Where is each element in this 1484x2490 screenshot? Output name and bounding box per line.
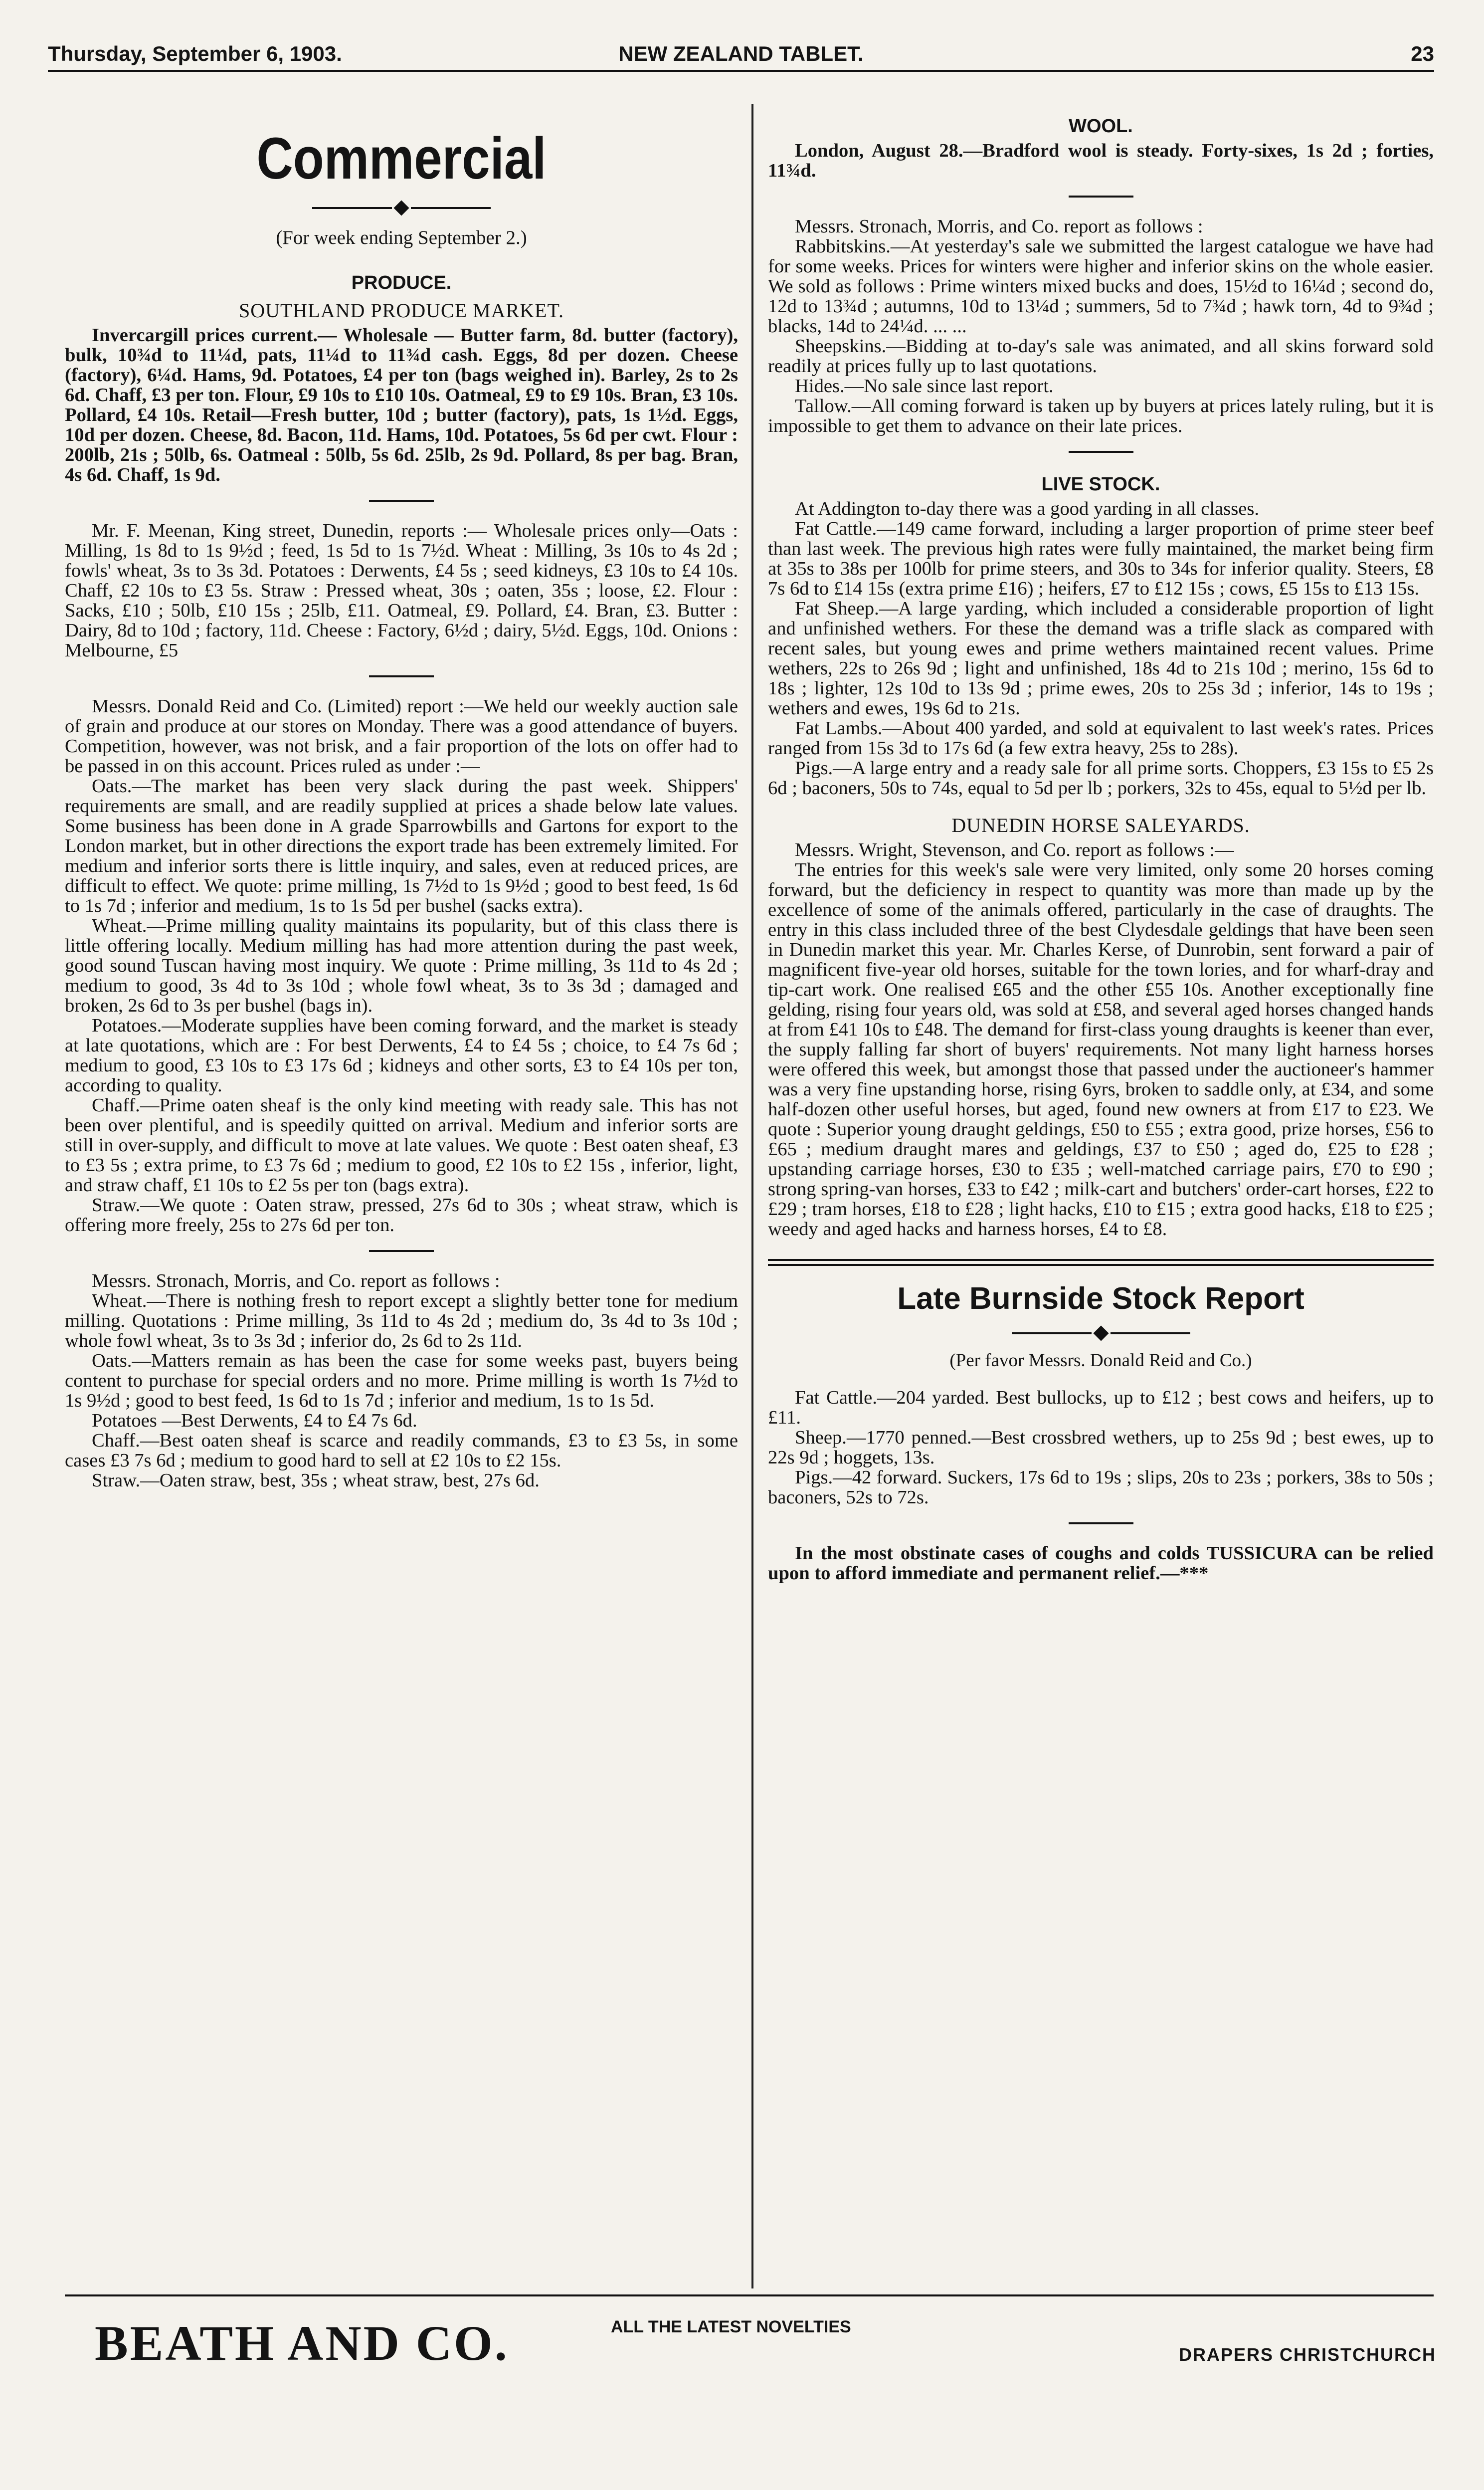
rule-line bbox=[768, 1264, 1434, 1266]
burnside-sheep: Sheep.—1770 penned.—Best crossbred wethers, up to 25s 9d ; best ewes, up to 22s 9d ; hoggets, 13s. bbox=[768, 1427, 1434, 1468]
produce-heading: PRODUCE. bbox=[351, 272, 452, 293]
burnside-ornament bbox=[768, 1328, 1434, 1339]
rabbitskins-report: Rabbitskins.—At yesterday's sale we submitted the largest catalogue we have had for some weeks. Prices for winters were higher and inferior skins on the whole easier. We sold as follows : Prime winters mixed bucks and does, 15½d to 16¼d ; second do, 12d to 13¾d ; autumns, 10d to 13¼d ; summers, 5d to 7¾d ; hawk torn, 4d to 9¾d ; blacks, 14d to 24¼d. ... ... bbox=[768, 236, 1434, 337]
advert-tagline: ALL THE LATEST NOVELTIES bbox=[611, 2317, 851, 2336]
divider bbox=[1069, 451, 1133, 453]
right-column bbox=[768, 104, 1434, 2288]
stronach-wheat: Wheat.—There is nothing fresh to report except a slightly better tone for medium milling. Quotations : Prime milling, 3s 11d to 4s 2d ; medium do, 3s 4d to 3s 10d ; whole fowl wheat, 3s to 3s 3d ; inferior do, 2s 6d to 2s 11d. bbox=[65, 1290, 738, 1351]
fat-sheep-report: Fat Sheep.—A large yarding, which included a considerable proportion of light and unfinished wethers. For these the demand was a trifle slack as compared with recent sales, but young ewes and prime wethers maintained recent values. Prime wethers, 22s to 26s 9d ; light and unfinished, 18s 4d to 21s 10d ; merino, 15s 6d to 18s ; lighter, 12s 10d to 13s 9d ; prime ewes, 20s to 25s 3d ; inferior, 14s to 19s ; wethers and ewes, 19s 6d to 21s. bbox=[768, 598, 1434, 719]
stronach-chaff: Chaff.—Best oaten sheaf is scarce and readily commands, £3 to £3 5s, in some cases £3 7s 6d ; medium to good hard to sell at £2 10s to £2 15s. bbox=[65, 1430, 738, 1471]
divider bbox=[369, 1250, 434, 1252]
southland-heading: SOUTHLAND PRODUCE MARKET. bbox=[238, 299, 564, 322]
hides-report: Hides.—No sale since last report. bbox=[795, 376, 1054, 397]
fat-lambs-report: Fat Lambs.—About 400 yarded, and sold at equivalent to last week's rates. Prices ranged from 15s 3d to 17s 6d (a few extra heavy, 25s to 28s). bbox=[768, 718, 1434, 759]
section-title: Commercial bbox=[256, 126, 547, 192]
reid-intro: Messrs. Donald Reid and Co. (Limited) report :—We held our weekly auction sale of grain and produce at our stores on Monday. There was a good attendance of buyers. Competition, however, was not brisk, and a fair proportion of the lots on offer had to be passed in on this account. Prices ruled as under :— bbox=[65, 696, 738, 777]
footer-advertisement bbox=[95, 2309, 1436, 2384]
stronach-oats: Oats.—Matters remain as has been the case for some weeks past, buyers being content to purchase for special orders and no more. Prime milling is worth 1s 7½d to 1s 9½d ; good to best feed, 1s 6d to 1s 7d ; inferior and medium, 1s to 1s 5d. bbox=[65, 1350, 738, 1411]
horse-report: The entries for this week's sale were very limited, only some 20 horses coming forward, but the deficiency in respect to quantity was more than made up by the excellence of some of the animals offered, particularly in the case of draughts. The entry in this class included three of the best Clydesdale geldings that have been seen in Dunedin market this year. Mr. Charles Kerse, of Dunrobin, sent forward a pair of magnificent five-year old horses, suitable for the town lories, and for wharf-dray and tip-cart work. One realised £65 and the other £55 10s. Another exceptionally fine gelding, rising four years old, was sold at £58, and several aged horses changed hands at from £41 10s to £48. The demand for first-class young draughts is keener than ever, the supply falling far short of buyers' requirements. Not many light harness horses were offered this week, but amongst those that passed under the auctioneer's hammer was a very fine upstanding horse, rising 6yrs, broken to saddle only, at £34, and some half-dozen other useful horses, but aged, found new owners at from £17 to £23. We quote : Superior young draught geldings, £50 to £55 ; extra good, prize horses, £56 to £65 ; medium draught mares and geldings, £37 to £50 ; aged do, £25 to £28 ; upstanding carriage horses, £30 to £35 ; well-matched carriage pairs, £70 to £90 ; strong spring-van horses, £33 to £42 ; milk-cart and butchers' order-cart horses, £22 to £29 ; tram horses, £18 to £28 ; light hacks, £10 to £15 ; extra good hacks, £18 to £25 ; weedy and aged hacks and harness horses, £4 to £8. bbox=[768, 859, 1434, 1240]
divider bbox=[369, 675, 434, 677]
divider bbox=[1069, 196, 1133, 198]
stronach-intro: Messrs. Stronach, Morris, and Co. report as follows : bbox=[92, 1270, 500, 1291]
rule-line bbox=[768, 1259, 1434, 1261]
fat-cattle-report: Fat Cattle.—149 came forward, including a larger proportion of prime steer beef than last week. The previous high rates were fully maintained, the market being firm at 35s to 38s per 100lb for prime steers, and 30s to 34s for inferior quality. Steers, £8 7s 6d to £14 15s (extra prime £16) ; heifers, £7 to £12 15s ; cows, £5 15s to £13 15s. bbox=[768, 518, 1434, 599]
diamond-icon bbox=[1093, 1325, 1109, 1341]
reid-potatoes: Potatoes.—Moderate supplies have been coming forward, and the market is steady at late quotations, which are : For best Derwents, £4 to £4 5s ; choice, to £4 7s 6d ; medium to good, £3 10s to £3 17s 6d ; kidneys and other sorts, £3 to £4 10s per ton, according to quality. bbox=[65, 1015, 738, 1096]
divider bbox=[1069, 1522, 1133, 1524]
diamond-icon bbox=[393, 200, 409, 215]
title-ornament bbox=[65, 203, 738, 213]
tussicura-notice: In the most obstinate cases of coughs and colds TUSSICURA can be relied upon to afford immediate and permanent relief.—*** bbox=[768, 1543, 1434, 1584]
reid-wheat: Wheat.—Prime milling quality maintains its popularity, but of this class there is little offering locally. Medium milling has had more attention during the past week, good sound Tuscan having most inquiry. We quote : Prime milling, 3s 11d to 4s 2d ; medium to good, 3s 4d to 3s 10d ; whole fowl wheat, 3s to 3s 3d ; damaged and broken, 2s 6d to 3s per bushel (bags in). bbox=[65, 915, 738, 1016]
burnside-subtitle: (Per favor Messrs. Donald Reid and Co.) bbox=[949, 1350, 1252, 1371]
publication-name: NEW ZEALAND TABLET. bbox=[618, 42, 864, 65]
tallow-report: Tallow.—All coming forward is taken up by buyers at prices lately ruling, but it is impossible to get them to advance on their late prices. bbox=[768, 396, 1434, 436]
sheepskins-report: Sheepskins.—Bidding at to-day's sale was animated, and all skins forward sold readily at prices fully up to last quotations. bbox=[768, 336, 1434, 377]
ornament-line bbox=[312, 207, 392, 209]
southland-report: Invercargill prices current.— Wholesale — Butter farm, 8d. butter (factory), bulk, 10¾d to 11¼d, pats, 11¼d to 11¾d cash. Eggs, 8d per dozen. Cheese (factory), 6¼d. Hams, 9d. Potatoes, £4 per ton (bags weighed in). Barley, 2s to 2s 6d. Chaff, £3 per ton. Flour, £9 10s to £10 10s. Oatmeal, £9 to £9 10s. Bran, £3 10s. Pollard, £4 10s. Retail—Fresh butter, 10d ; butter (factory), pats, 1s 1½d. Eggs, 10d per dozen. Cheese, 8d. Bacon, 11d. Hams, 10d. Potatoes, 5s 6d per cwt. Flour : 200lb, 21s ; 50lb, 6s. Oatmeal : 50lb, 5s 6d. 25lb, 2s 9d. Pollard, 8s per bag. Bran, 4s 6d. Chaff, 1s 9d. bbox=[65, 325, 738, 485]
double-rule bbox=[768, 1259, 1434, 1266]
pigs-report: Pigs.—A large entry and a ready sale for all prime sorts. Choppers, £3 15s to £5 2s 6d ; baconers, 50s to 74s, equal to 5d per lb ; porkers, 32s to 45s, equal to 5½d per lb. bbox=[768, 758, 1434, 799]
page-number: 23 bbox=[1411, 42, 1434, 65]
horse-saleyards-heading: DUNEDIN HORSE SALEYARDS. bbox=[951, 814, 1250, 836]
reid-chaff: Chaff.—Prime oaten sheaf is the only kind meeting with ready sale. This has not been over plentiful, and is speedily quitted on arrival. Medium and inferior sorts are still in over-supply, and difficult to move at late values. We quote : Best oaten sheaf, £3 to £3 5s ; extra prime, to £3 7s 6d ; medium to good, £2 10s to £2 15s , inferior, light, and straw chaff, £1 10s to £2 5s per ton (bags extra). bbox=[65, 1095, 738, 1196]
left-column bbox=[65, 104, 738, 2288]
burnside-cattle: Fat Cattle.—204 yarded. Best bullocks, up to £12 ; best cows and heifers, up to £11. bbox=[768, 1387, 1434, 1428]
ornament-line bbox=[1012, 1332, 1092, 1334]
wright-intro: Messrs. Wright, Stevenson, and Co. report as follows :— bbox=[795, 839, 1234, 860]
livestock-heading: LIVE STOCK. bbox=[1041, 474, 1160, 495]
advert-location: DRAPERS CHRISTCHURCH bbox=[1178, 2344, 1436, 2365]
stronach-potatoes: Potatoes —Best Derwents, £4 to £4 7s 6d. bbox=[92, 1410, 417, 1431]
footer-rule bbox=[65, 2294, 1434, 2296]
column-divider bbox=[751, 104, 753, 2288]
section-subtitle: (For week ending September 2.) bbox=[276, 227, 527, 248]
burnside-pigs: Pigs.—42 forward. Suckers, 17s 6d to 19s ; slips, 20s to 23s ; porkers, 38s to 50s ; baconers, 52s to 72s. bbox=[768, 1467, 1434, 1508]
masthead-rule bbox=[48, 70, 1434, 72]
ornament-line bbox=[411, 207, 491, 209]
wool-heading: WOOL. bbox=[1069, 116, 1133, 137]
wool-london: London, August 28.—Bradford wool is steady. Forty-sixes, 1s 2d ; forties, 11¾d. bbox=[768, 140, 1434, 181]
masthead bbox=[48, 39, 1434, 71]
ornament-line bbox=[1111, 1332, 1190, 1334]
meenan-report: Mr. F. Meenan, King street, Dunedin, reports :— Wholesale prices only—Oats : Milling, 1s 8d to 1s 9½d ; feed, 1s 5d to 1s 7½d. Wheat : Milling, 3s 10s to 4s 2d ; fowls' wheat, 3s to 3s 3d. Potatoes : Derwents, £4 5s ; seed kidneys, £3 10s to £4 10s. Chaff, £2 10s to £3 5s. Straw : Pressed wheat, 30s ; oaten, 35s ; loose, £2. Flour : Sacks, £10 ; 50lb, £10 15s ; 25lb, £11. Oatmeal, £9. Pollard, £4. Bran, £3. Butter : Dairy, 8d to 10d ; factory, 11d. Cheese : Factory, 6½d ; dairy, 5½d. Eggs, 10d. Onions : Melbourne, £5 bbox=[65, 520, 738, 661]
stronach-straw: Straw.—Oaten straw, best, 35s ; wheat straw, best, 27s 6d. bbox=[92, 1470, 540, 1491]
burnside-title: Late Burnside Stock Report bbox=[897, 1281, 1304, 1316]
divider bbox=[369, 500, 434, 502]
reid-straw: Straw.—We quote : Oaten straw, pressed, 27s 6d to 30s ; wheat straw, which is offering more freely, 25s to 27s 6d per ton. bbox=[65, 1195, 738, 1236]
stronach-wool-intro: Messrs. Stronach, Morris, and Co. report as follows : bbox=[795, 216, 1203, 237]
reid-oats: Oats.—The market has been very slack during the past week. Shippers' requirements are small, and are readily supplied at prices a shade below late values. Some business has been done in A grade Sparrowbills and Gartons for export to the London market, but in other directions the export trade has been extremely limited. For medium and inferior sorts there is little inquiry, and sales, even at reduced prices, are difficult to effect. We quote: prime milling, 1s 7½d to 1s 9½d ; good to best feed, 1s 6d to 1s 7d ; inferior and medium, 1s to 1s 5d per bushel (sacks extra). bbox=[65, 776, 738, 916]
issue-date: Thursday, September 6, 1903. bbox=[48, 42, 342, 65]
addington-report: At Addington to-day there was a good yarding in all classes. bbox=[795, 498, 1260, 519]
advertiser-name: BEATH AND CO. bbox=[95, 2315, 509, 2371]
